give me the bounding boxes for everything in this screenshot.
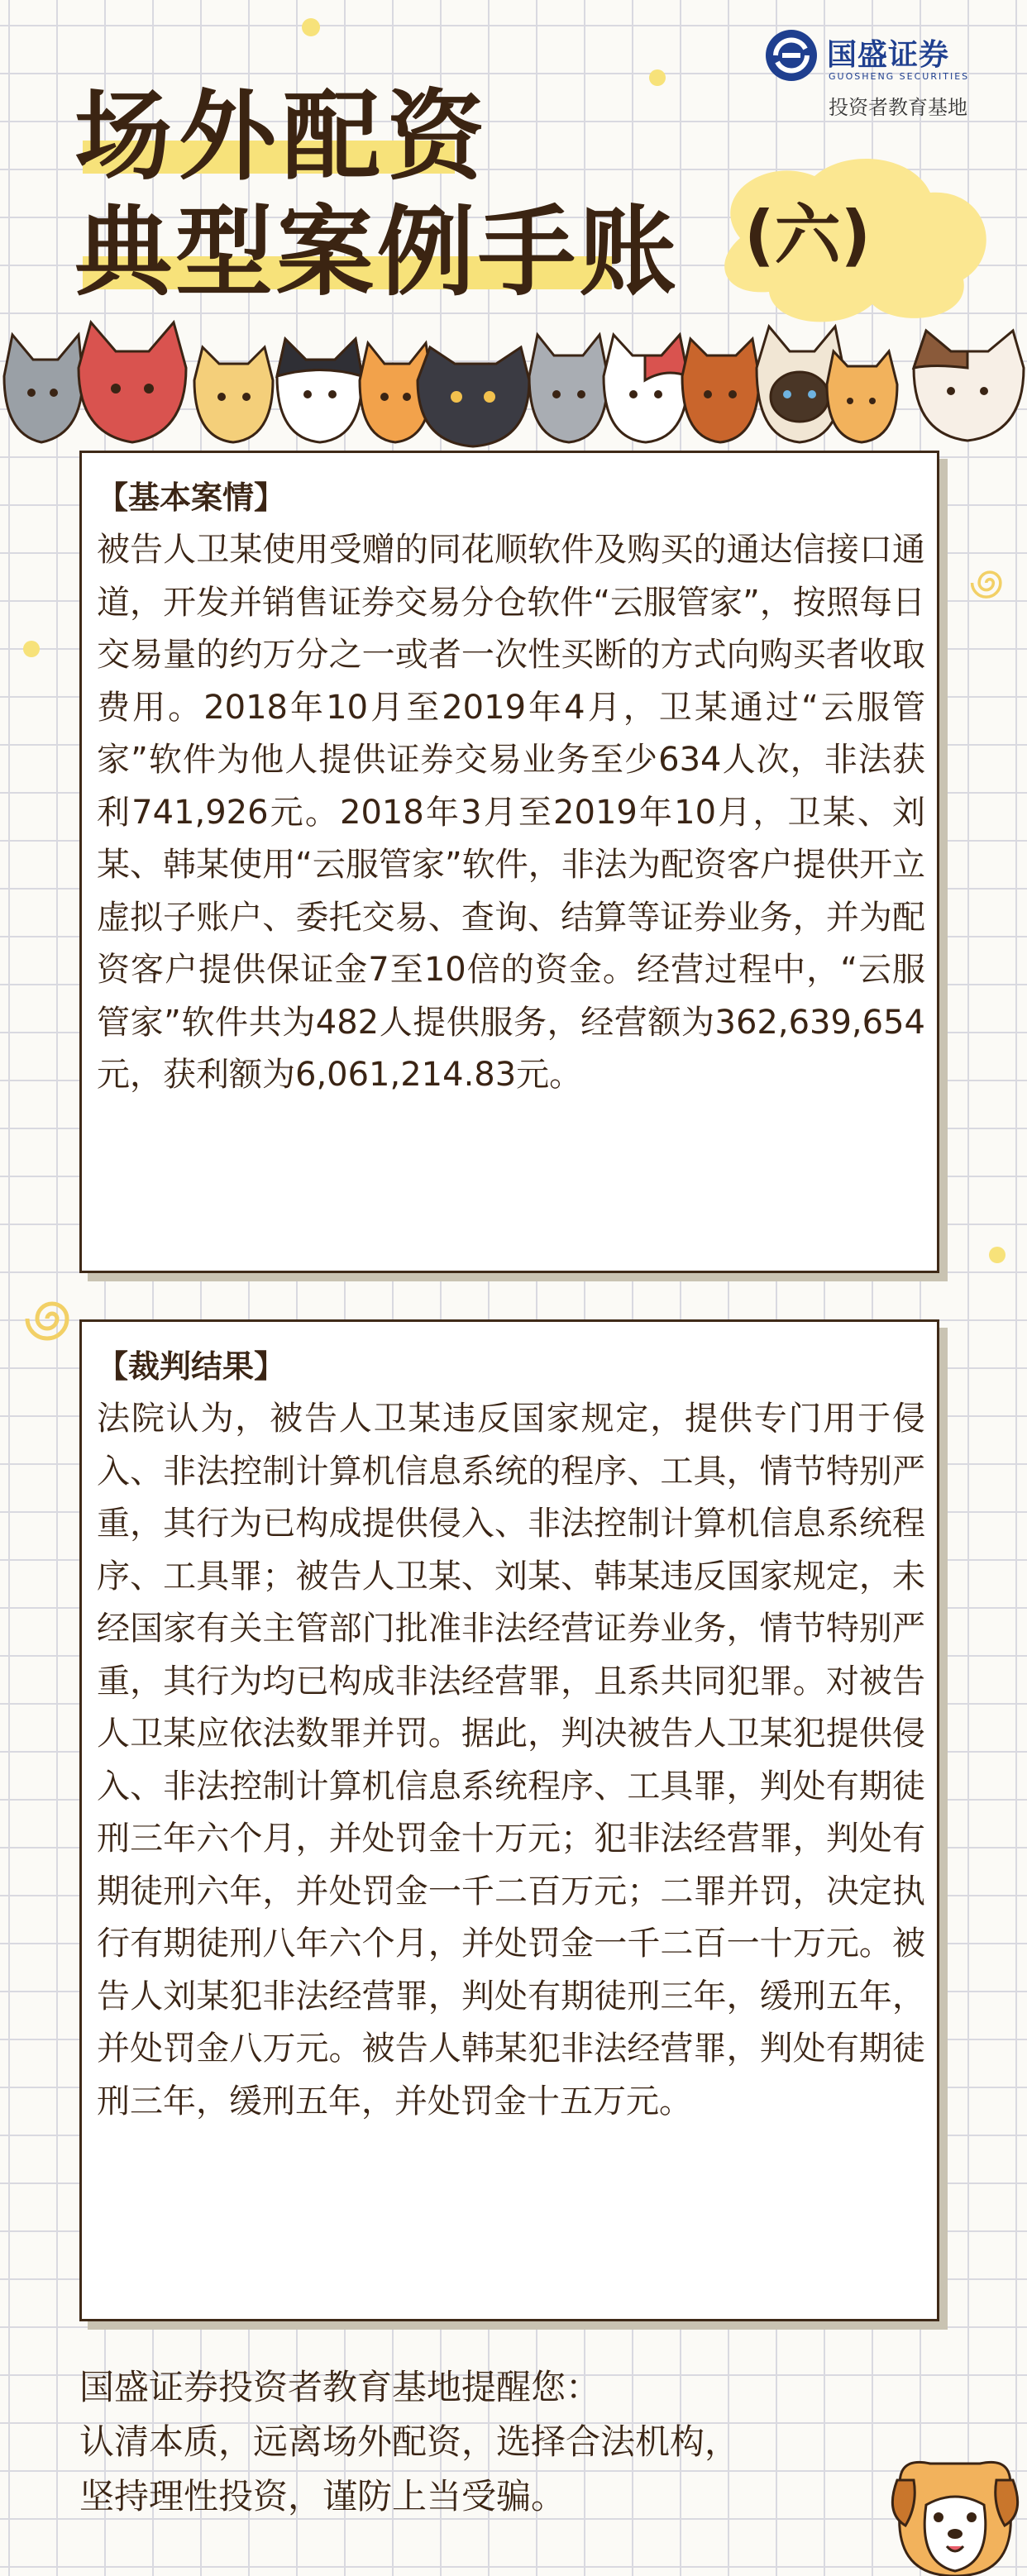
logo-name: 国盛证券 (827, 38, 950, 72)
footer-line-1: 国盛证券投资者教育基地提醒您： (79, 2367, 601, 2407)
dog-illustration (885, 2447, 1025, 2576)
decor-dot (649, 69, 666, 86)
logo-subtitle: 投资者教育基地 (829, 96, 967, 119)
footer-reminder (79, 2360, 840, 2524)
basic-case-card (79, 451, 939, 1273)
basic-case-heading: 【基本案情】 (97, 479, 286, 516)
swirl-icon (969, 562, 1010, 603)
decor-dot (302, 18, 320, 36)
title-line-2: 典型案例手账 (74, 195, 681, 309)
basic-case-body: 被告人卫某使用受赠的同花顺软件及购买的通达信接口通道，开发并销售证券交易分仓软件“云服管家”，按照每日交易量的约万分之一或者一次性买断的方式向购买者收取费用。2018年10月至2019年4月，卫某通过“云服管家”软件为他人提供证券交易业务至少634人次，非法获利741,926元。2018年3月至2019年10月，卫某、刘某、韩某使用“云服管家”软件，非法为配资客户提供开立虚拟子账户、委托交易、查询、结算等证券业务，并为配资客户提供保证金7至10倍的资金。经营过程中，“云服管家”软件共为482人提供服务，经营额为362,639,654元，获利额为6,061,214.83元。 (97, 531, 925, 1094)
title-suffix: (六) (744, 197, 872, 274)
swirl-icon (23, 1290, 81, 1348)
judgment-heading: 【裁判结果】 (97, 1348, 286, 1385)
judgment-body: 法院认为，被告人卫某违反国家规定，提供专门用于侵入、非法控制计算机信息系统的程序、工具，情节特别严重，其行为已构成提供侵入、非法控制计算机信息系统程序、工具罪；被告人卫某、刘某、韩某违反国家规定，未经国家有关主管部门批准非法经营证券业务，情节特别严重，其行为均已构成非法经营罪，且系共同犯罪。对被告人卫某应依法数罪并罚。据此，判决被告人卫某犯提供侵入、非法控制计算机信息系统程序、工具罪，判处有期徒刑三年六个月，并处罚金十万元；犯非法经营罪，判处有期徒刑六年，并处罚金一千二百万元；二罪并罚，决定执行有期徒刑八年六个月，并处罚金一千二百一十万元。被告人刘某犯非法经营罪，判处有期徒刑三年，缓刑五年，并处罚金八万元。被告人韩某犯非法经营罪，判处有期徒刑三年，缓刑五年，并处罚金十五万元。 (97, 1400, 925, 2120)
footer-line-2: 认清本质，远离场外配资，选择合法机构， (79, 2421, 740, 2462)
logo-name-en: GUOSHENG SECURITIES (829, 71, 970, 82)
decor-dot (989, 1247, 1006, 1263)
cat-row-illustration (0, 318, 1027, 463)
footer-line-3: 坚持理性投资，谨防上当受骗。 (79, 2476, 566, 2516)
judgment-card (79, 1319, 939, 2321)
title-line-1: 场外配资 (74, 79, 492, 193)
decor-dot (23, 641, 40, 657)
